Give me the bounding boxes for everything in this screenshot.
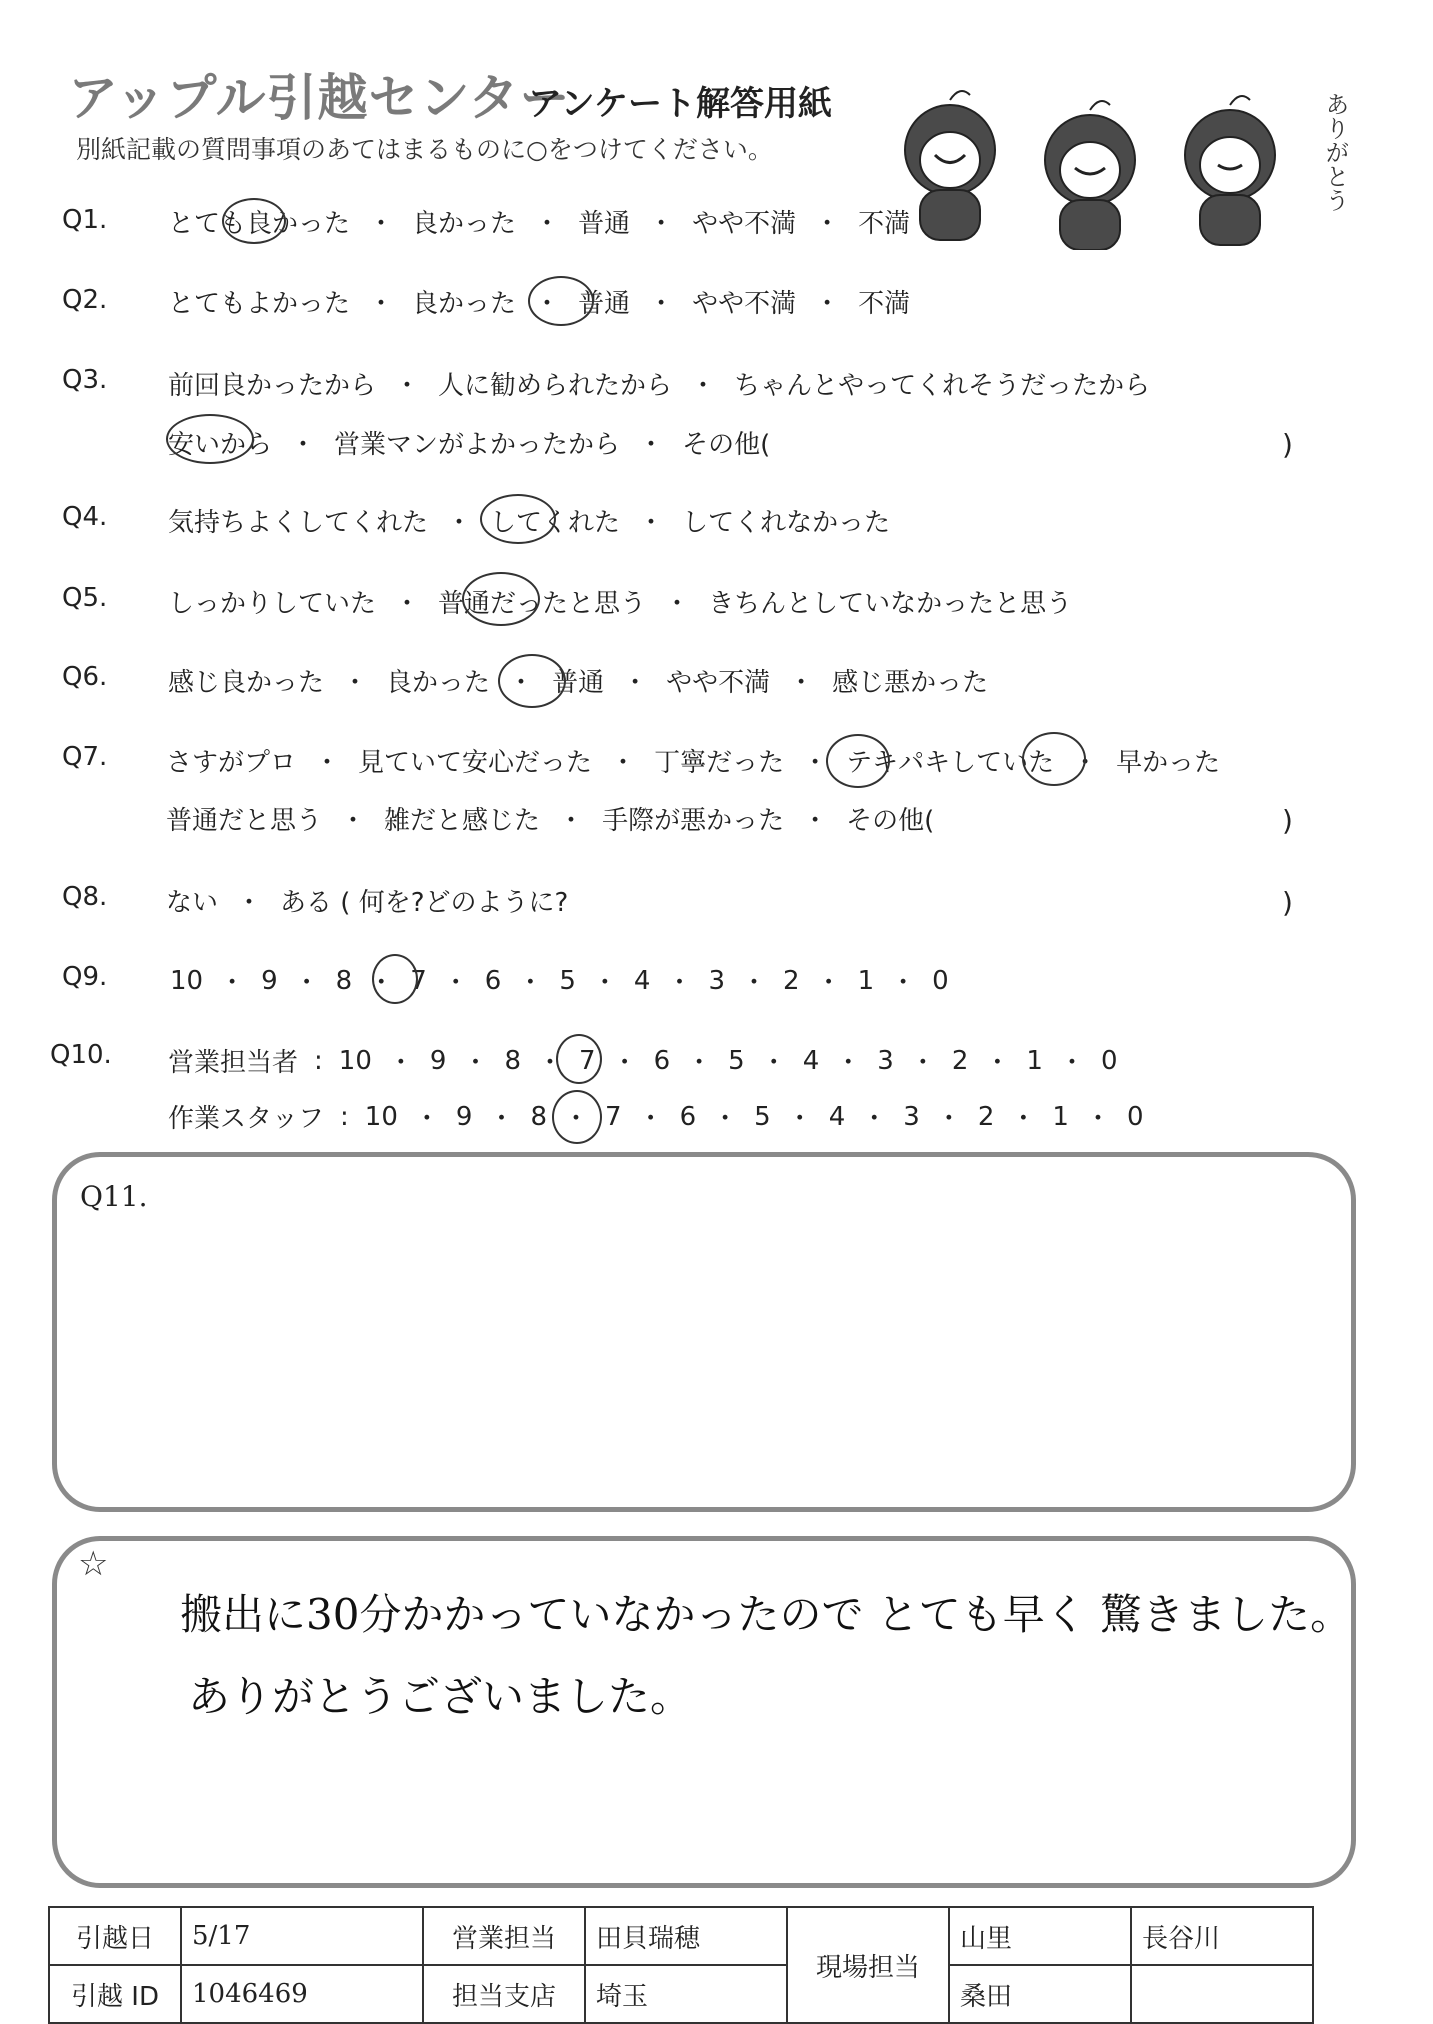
- sales-value: 田貝瑞穂: [585, 1907, 787, 1965]
- q10-staff-scale: [365, 1098, 1144, 1135]
- q1-option[interactable]: 不満: [858, 209, 911, 239]
- q7-option-other[interactable]: その他(: [846, 806, 935, 836]
- q11-answer-box[interactable]: [52, 1152, 1356, 1512]
- separator: ・: [788, 668, 815, 698]
- separator: ・: [890, 968, 917, 998]
- q10-staff-score[interactable]: 3: [903, 1101, 920, 1132]
- separator: ・: [648, 289, 675, 319]
- q2-option[interactable]: 普通: [578, 289, 631, 319]
- separator: ・: [637, 1104, 664, 1134]
- q3-label: Q3.: [62, 365, 108, 395]
- site-staff-1: 山里: [949, 1907, 1131, 1965]
- branch-label: 担当支店: [423, 1965, 585, 2023]
- separator: ・: [814, 209, 841, 239]
- separator: ・: [517, 968, 544, 998]
- q9-score[interactable]: 8: [335, 965, 353, 996]
- site-label: 現場担当: [787, 1907, 949, 2023]
- q9-score[interactable]: 10: [170, 965, 204, 996]
- separator: ・: [558, 806, 585, 836]
- q10-staff-score[interactable]: 8: [530, 1101, 547, 1132]
- q7-option[interactable]: 見ていて安心だった: [358, 748, 593, 778]
- q2-option[interactable]: やや不満: [692, 289, 797, 319]
- separator: ・: [342, 668, 369, 698]
- separator: ・: [368, 209, 395, 239]
- q10-staff-score[interactable]: 2: [977, 1101, 995, 1132]
- q6-option[interactable]: やや不満: [666, 668, 771, 698]
- q10-sales-score[interactable]: 7: [579, 1045, 596, 1076]
- move-date-label: 引越日: [49, 1907, 181, 1965]
- selection-circle: [222, 198, 286, 244]
- q7-option[interactable]: 早かった: [1116, 748, 1221, 778]
- q10-staff-score[interactable]: 4: [828, 1101, 846, 1132]
- q10-staff-score[interactable]: 9: [455, 1101, 473, 1132]
- q7-option[interactable]: 雑だと感じた: [384, 806, 541, 836]
- q9-score[interactable]: 6: [484, 965, 502, 996]
- q2-option[interactable]: 良かった: [412, 289, 517, 319]
- site-staff-empty: [1131, 1965, 1313, 2023]
- brand-title: アップル引越センター: [68, 69, 571, 127]
- separator: ・: [622, 668, 649, 698]
- q4-label: Q4.: [62, 502, 108, 532]
- separator: ・: [712, 1104, 739, 1134]
- separator: ・: [293, 968, 320, 998]
- move-id-value: 1046469: [181, 1965, 423, 2023]
- q8-option[interactable]: ある ( 何を?どのように?: [280, 888, 569, 918]
- q5-options: [168, 583, 1072, 620]
- close-paren: ): [1282, 428, 1293, 461]
- separator: ・: [611, 1048, 638, 1078]
- site-staff-2: 長谷川: [1131, 1907, 1313, 1965]
- close-paren: ): [1282, 886, 1293, 919]
- separator: ・: [314, 748, 341, 778]
- q6-option[interactable]: 良かった: [386, 668, 491, 698]
- separator: ・: [1058, 1048, 1085, 1078]
- colon: :: [340, 1101, 349, 1132]
- q3-option[interactable]: ちゃんとやってくれそうだったから: [734, 371, 1151, 401]
- q9-score[interactable]: 5: [559, 965, 576, 996]
- q10-sales-scale: [339, 1042, 1118, 1079]
- q10-sales-score[interactable]: 10: [338, 1045, 372, 1076]
- q10-sales-score[interactable]: 1: [1026, 1045, 1043, 1076]
- q10-sales-score[interactable]: 9: [429, 1045, 447, 1076]
- q10-staff-score[interactable]: 1: [1052, 1101, 1069, 1132]
- q4-option[interactable]: してくれた: [490, 508, 621, 538]
- selection-circle: [1022, 732, 1086, 786]
- separator: ・: [534, 289, 561, 319]
- q10-sales-score[interactable]: 0: [1100, 1045, 1118, 1076]
- move-id-label: 引越 ID: [49, 1965, 181, 2023]
- sales-label: 営業担当: [423, 1907, 585, 1965]
- q10-sales-score[interactable]: 8: [504, 1045, 521, 1076]
- q8-options: [166, 882, 568, 919]
- form-subtitle: アンケート解答用紙: [528, 84, 832, 124]
- separator: ・: [690, 371, 717, 401]
- q4-option[interactable]: してくれなかった: [682, 508, 891, 538]
- q9-label: Q9.: [62, 962, 108, 992]
- separator: ・: [236, 888, 263, 918]
- separator: ・: [1010, 1104, 1037, 1134]
- colon: :: [314, 1045, 323, 1076]
- q11-label: Q11.: [80, 1180, 148, 1213]
- q10-staff-score[interactable]: 0: [1126, 1101, 1144, 1132]
- separator: ・: [387, 1048, 414, 1078]
- q1-option[interactable]: とても良かった: [168, 209, 351, 239]
- selection-circle: [480, 494, 556, 544]
- q3-options-line1: [168, 365, 1150, 402]
- separator: ・: [648, 209, 675, 239]
- selection-circle: [556, 1034, 602, 1084]
- q10-row-staff: [168, 1098, 1144, 1135]
- q10-staff-score[interactable]: 5: [754, 1101, 771, 1132]
- selection-circle: [462, 572, 540, 626]
- q10-staff-score[interactable]: 7: [605, 1101, 622, 1132]
- separator: ・: [835, 1048, 862, 1078]
- separator: ・: [534, 209, 561, 239]
- site-staff-3: 桑田: [949, 1965, 1131, 2023]
- separator: ・: [446, 508, 473, 538]
- separator: ・: [664, 589, 691, 619]
- q9-score[interactable]: 1: [857, 965, 875, 996]
- separator: ・: [537, 1048, 564, 1078]
- selection-circle: [826, 734, 890, 788]
- separator: ・: [508, 668, 535, 698]
- separator: ・: [741, 968, 768, 998]
- close-paren: ): [1282, 804, 1293, 837]
- q7-option[interactable]: 普通だと思う: [166, 806, 323, 836]
- separator: ・: [686, 1048, 713, 1078]
- q5-option[interactable]: しっかりしていた: [168, 589, 377, 619]
- separator: ・: [591, 968, 618, 998]
- separator: ・: [984, 1048, 1011, 1078]
- q3-option[interactable]: 人に勧められたから: [438, 371, 673, 401]
- q5-option[interactable]: 普通だったと思う: [438, 589, 647, 619]
- q10-sales-score[interactable]: 5: [728, 1045, 745, 1076]
- separator: ・: [935, 1104, 962, 1134]
- separator: ・: [394, 371, 421, 401]
- q3-option-other[interactable]: その他(: [682, 430, 771, 460]
- q7-label: Q7.: [62, 742, 108, 772]
- q10-staff-score[interactable]: 10: [364, 1101, 398, 1132]
- selection-circle: [498, 654, 566, 708]
- q7-option[interactable]: テキパキしていた: [846, 748, 1055, 778]
- move-date-value: 5/17: [181, 1907, 423, 1965]
- q4-option[interactable]: 気持ちよくしてくれた: [168, 508, 429, 538]
- q10-sales-label: 営業担当者: [168, 1048, 299, 1078]
- separator: ・: [563, 1104, 590, 1134]
- separator: ・: [1072, 748, 1099, 778]
- instruction-text: 別紙記載の質問事項のあてはまるものに○をつけてください。: [76, 135, 773, 164]
- q2-option[interactable]: 不満: [858, 289, 911, 319]
- separator: ・: [340, 806, 367, 836]
- separator: ・: [610, 748, 637, 778]
- separator: ・: [814, 289, 841, 319]
- selection-circle: [166, 414, 254, 464]
- q9-score[interactable]: 3: [708, 965, 726, 996]
- q9-score[interactable]: 9: [261, 965, 278, 996]
- branch-value: 埼玉: [585, 1965, 787, 2023]
- q3-option[interactable]: 営業マンがよかったから: [334, 430, 621, 460]
- separator: ・: [760, 1048, 787, 1078]
- separator: ・: [413, 1104, 440, 1134]
- separator: ・: [368, 289, 395, 319]
- q10-sales-score[interactable]: 3: [877, 1045, 894, 1076]
- separator: ・: [638, 508, 665, 538]
- comment-line-2: ありがとうございました。: [188, 1672, 693, 1721]
- q2-option[interactable]: とてもよかった: [168, 289, 351, 319]
- q1-option[interactable]: 良かった: [412, 209, 517, 239]
- q9-score[interactable]: 0: [932, 965, 949, 996]
- q10-sales-score[interactable]: 2: [951, 1045, 969, 1076]
- q6-option[interactable]: 感じ良かった: [168, 668, 325, 698]
- separator: ・: [442, 968, 469, 998]
- separator: ・: [488, 1104, 515, 1134]
- q9-score[interactable]: 2: [783, 965, 800, 996]
- q7-option[interactable]: 丁寧だった: [654, 748, 785, 778]
- q10-label: Q10.: [50, 1040, 112, 1070]
- monkey-mascots-illustration: [880, 80, 1340, 250]
- q2-label: Q2.: [62, 285, 108, 315]
- q10-row-sales: [168, 1042, 1118, 1079]
- q7-option[interactable]: さすがプロ: [166, 748, 297, 778]
- q6-option[interactable]: 感じ悪かった: [832, 668, 989, 698]
- q1-option[interactable]: 普通: [578, 209, 631, 239]
- q9-scale: [170, 962, 949, 999]
- q9-score[interactable]: 7: [410, 965, 427, 996]
- separator: ・: [219, 968, 246, 998]
- separator: ・: [666, 968, 693, 998]
- separator: ・: [394, 589, 421, 619]
- q1-label: Q1.: [62, 205, 108, 235]
- q10-sales-score[interactable]: 4: [802, 1045, 820, 1076]
- star-icon: ☆: [78, 1544, 109, 1584]
- q9-score[interactable]: 4: [633, 965, 651, 996]
- selection-circle: [372, 954, 418, 1004]
- separator: ・: [786, 1104, 813, 1134]
- q6-option[interactable]: 普通: [552, 668, 605, 698]
- q1-option[interactable]: やや不満: [692, 209, 797, 239]
- separator: ・: [909, 1048, 936, 1078]
- comment-line-1: 搬出に30分かかっていなかったので とても早く 驚きました。: [180, 1590, 1353, 1639]
- q5-label: Q5.: [62, 583, 108, 613]
- separator: ・: [1084, 1104, 1111, 1134]
- q6-label: Q6.: [62, 662, 108, 692]
- q3-options-line2: [168, 424, 770, 461]
- separator: ・: [861, 1104, 888, 1134]
- separator: ・: [638, 430, 665, 460]
- separator: ・: [802, 806, 829, 836]
- separator: ・: [368, 968, 395, 998]
- q8-label: Q8.: [62, 882, 108, 912]
- q10-staff-score[interactable]: 6: [679, 1101, 697, 1132]
- separator: ・: [802, 748, 829, 778]
- thanks-vertical-text: ありがとう: [1321, 92, 1349, 212]
- q10-sales-score[interactable]: 6: [653, 1045, 671, 1076]
- q5-option[interactable]: きちんとしていなかったと思う: [708, 589, 1073, 619]
- q3-option[interactable]: 安いから: [168, 430, 273, 460]
- selection-circle: [528, 276, 594, 326]
- separator: ・: [462, 1048, 489, 1078]
- footer-table: [48, 1906, 1314, 2024]
- q8-option[interactable]: ない: [166, 888, 219, 918]
- q3-option[interactable]: 前回良かったから: [168, 371, 377, 401]
- selection-circle: [552, 1090, 602, 1144]
- q7-option[interactable]: 手際が悪かった: [602, 806, 785, 836]
- q6-options: [168, 662, 988, 699]
- q10-staff-label: 作業スタッフ: [168, 1104, 325, 1134]
- q7-options-line2: [166, 800, 934, 837]
- separator: ・: [815, 968, 842, 998]
- separator: ・: [290, 430, 317, 460]
